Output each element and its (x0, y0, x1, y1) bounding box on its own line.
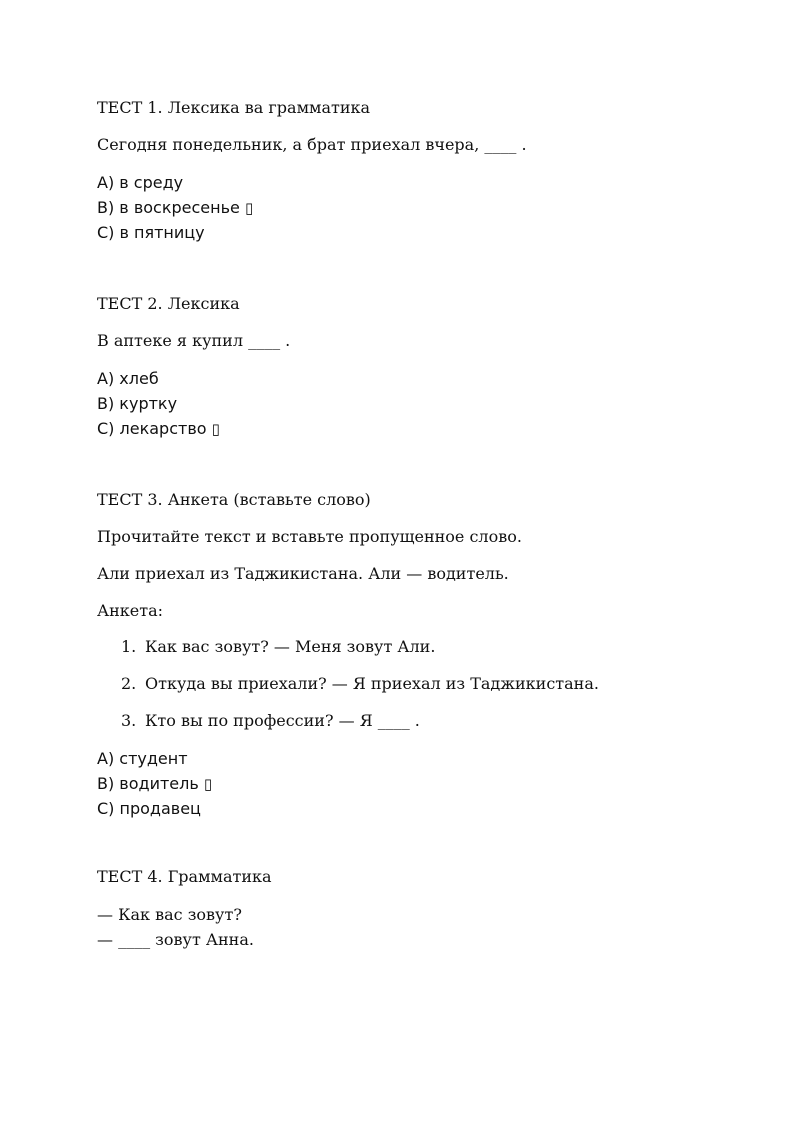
test-3-option-b: B) водитель ▯ (97, 774, 213, 793)
dialog-line: — ____ зовут Анна. (97, 930, 254, 949)
test-2-option-c: C) лекарство ▯ (97, 419, 220, 438)
test-1-option-b: B) в воскресенье ▯ (97, 198, 254, 217)
answer-mark-icon: ▯ (244, 199, 254, 217)
dialog-line: — Как вас зовут? (97, 905, 242, 924)
test-2-option-b: B) куртку (97, 394, 178, 413)
test-2-options (97, 366, 717, 441)
test-1-option-c: C) в пятницу (97, 223, 205, 242)
test-1-option-a: A) в среду (97, 173, 184, 192)
test-1-question: Сегодня понедельник, а брат приехал вчера, ____ . (97, 135, 527, 154)
test-2-option-a: A) хлеб (97, 369, 159, 388)
test-4-dialog (97, 902, 717, 952)
test-4-heading: ТЕСТ 4. Грамматика (97, 867, 272, 886)
test-3-form-list (97, 636, 717, 732)
test-3-heading: ТЕСТ 3. Анкета (вставьте слово) (97, 490, 371, 509)
test-3-options (97, 746, 717, 821)
list-item: 3. Кто вы по профессии? — Я ____ . (121, 711, 420, 730)
list-item: 2. Откуда вы приехали? — Я приехал из Таджикистана. (121, 674, 599, 693)
test-3-instruction: Прочитайте текст и вставьте пропущенное слово. (97, 527, 522, 546)
test-2-question: В аптеке я купил ____ . (97, 331, 291, 350)
test-2-heading: ТЕСТ 2. Лексика (97, 294, 240, 313)
answer-mark-icon: ▯ (211, 420, 220, 438)
answer-mark-icon: ▯ (203, 775, 213, 793)
test-3-option-c: C) продавец (97, 799, 201, 818)
test-2 (97, 293, 717, 441)
test-3-text: Али приехал из Таджикистана. Али — водитель. (97, 564, 509, 583)
test-3-option-a: A) студент (97, 749, 188, 768)
test-4 (97, 866, 717, 952)
test-3-form-label: Анкета: (97, 601, 164, 620)
list-item: 1. Как вас зовут? — Меня зовут Али. (121, 637, 436, 656)
test-1-heading: ТЕСТ 1. Лексика ва грамматика (97, 98, 371, 117)
test-1-options (97, 170, 717, 245)
test-3 (97, 489, 717, 821)
test-1 (97, 97, 717, 245)
